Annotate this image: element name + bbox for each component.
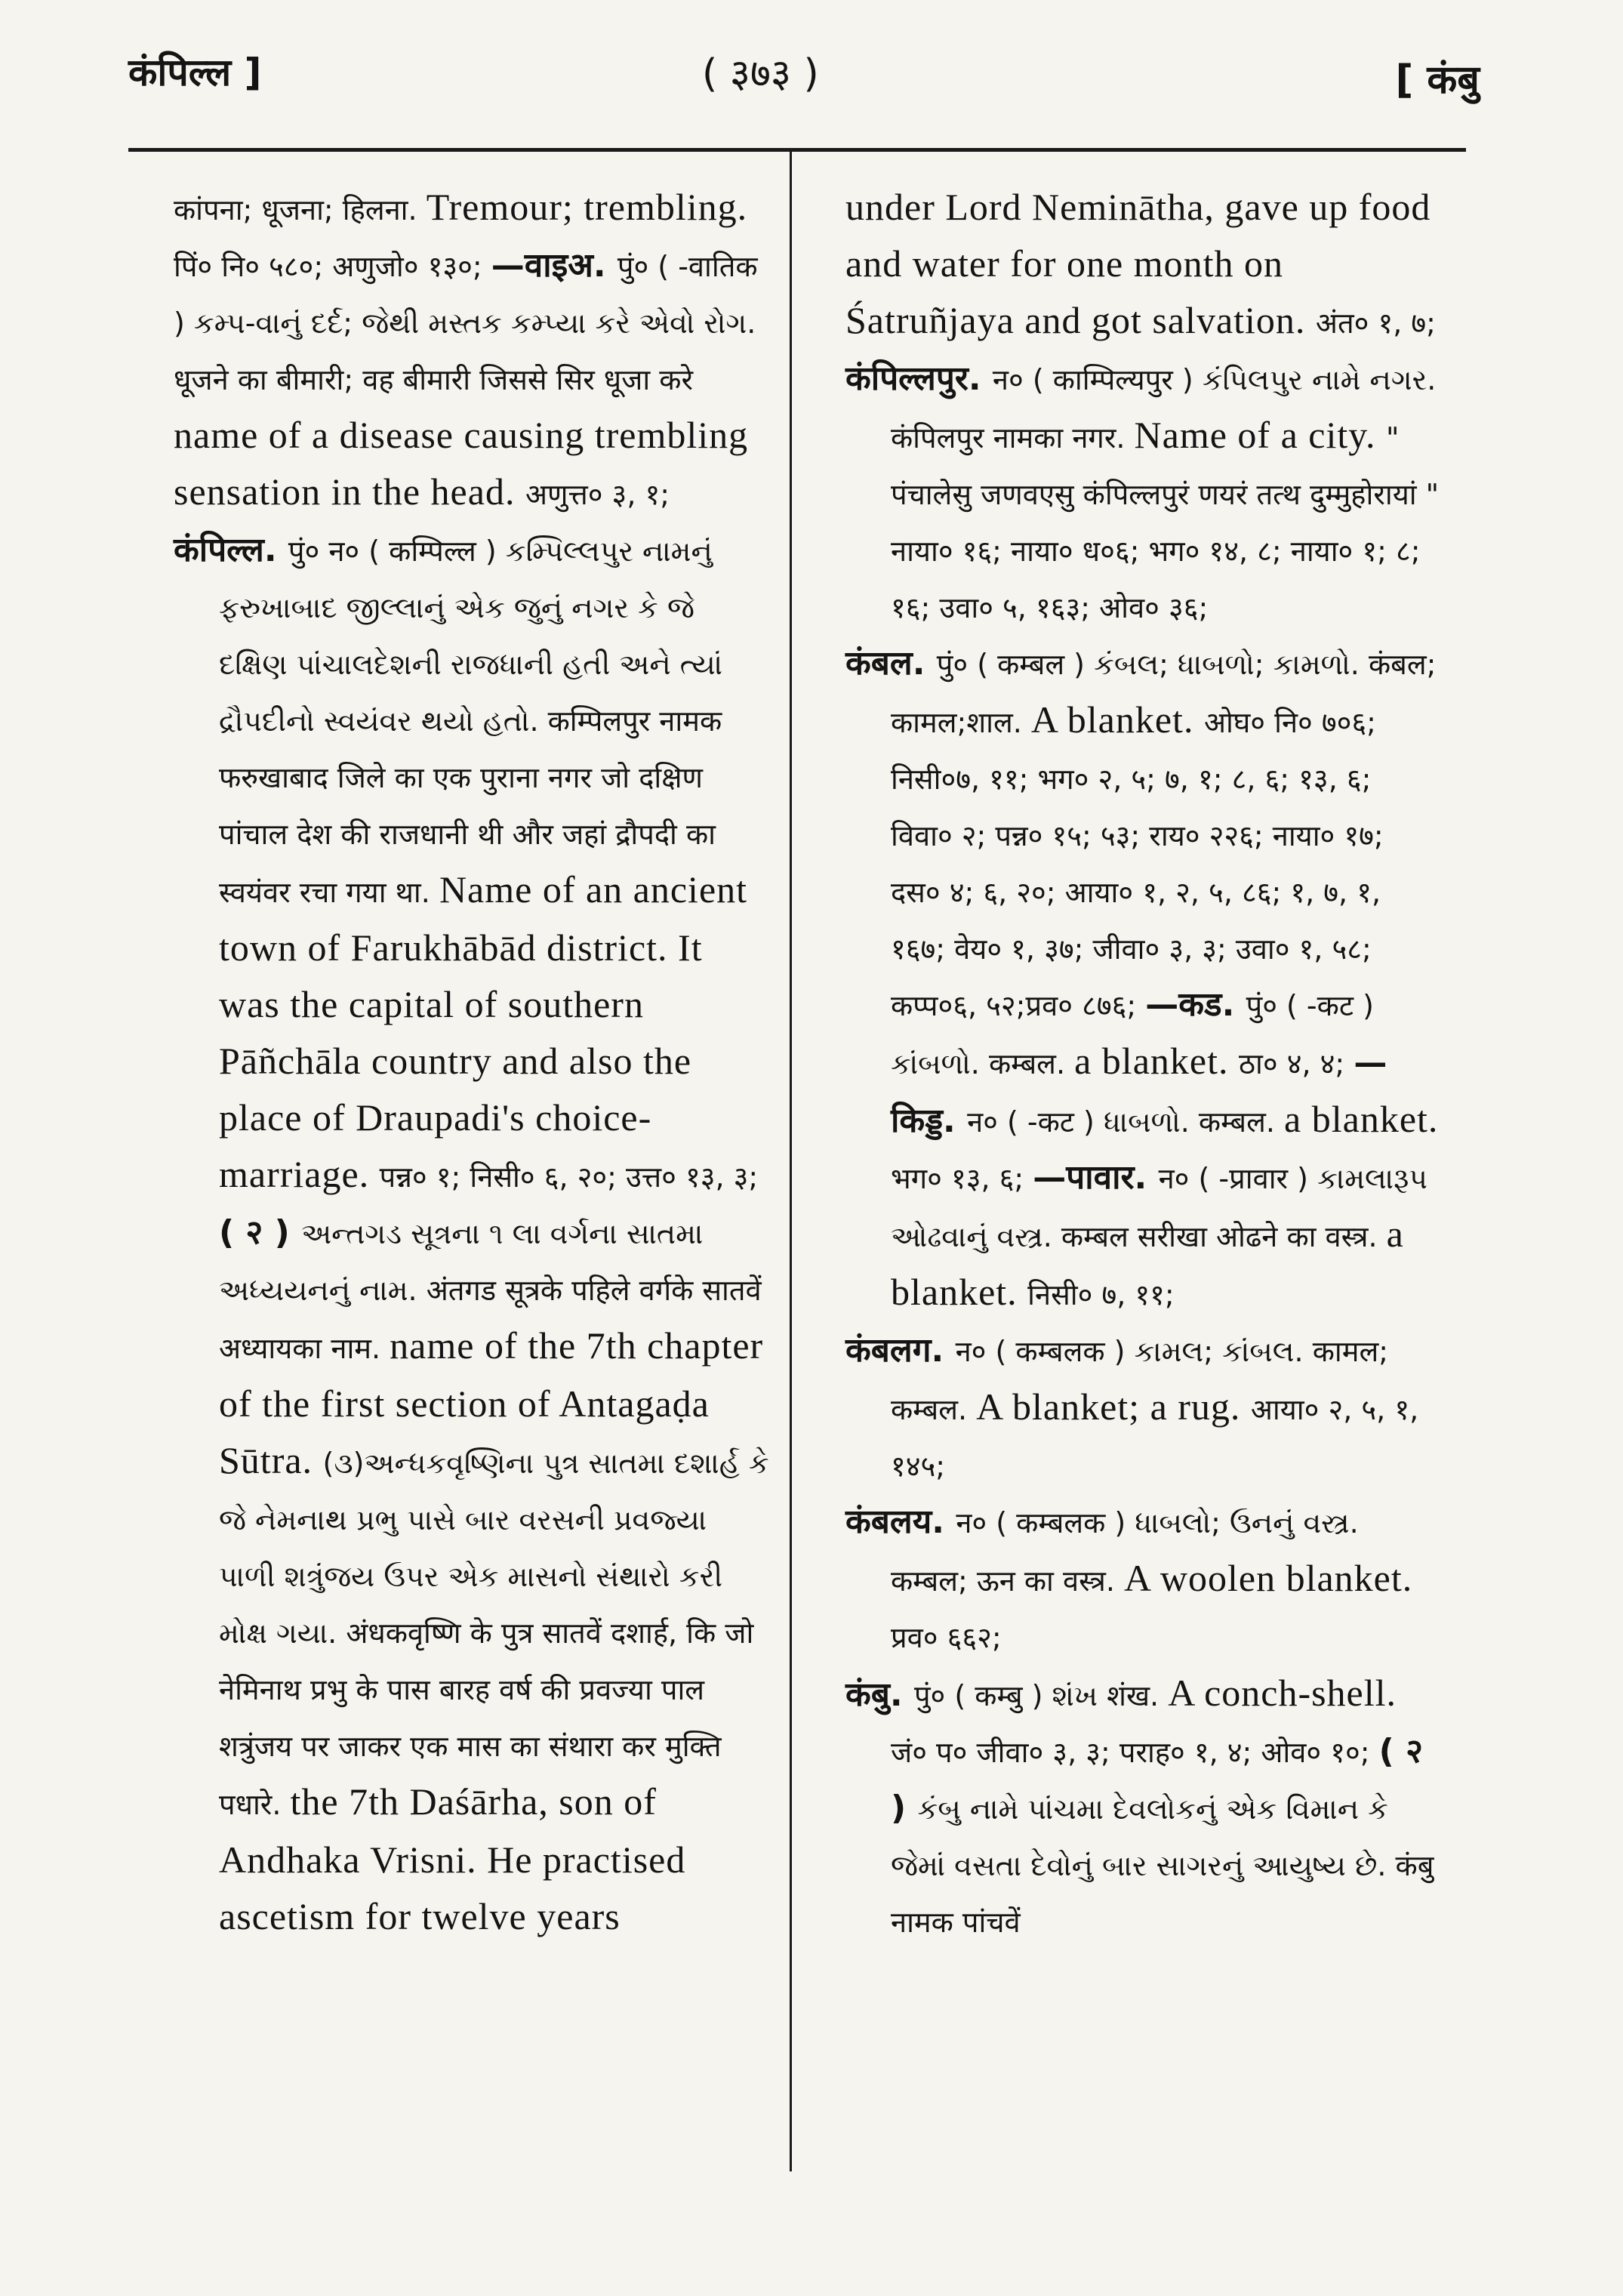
hindi-text: पन्न० १; निसी० ६, २०; उत्त० १३, ३; bbox=[379, 1160, 759, 1194]
headword: —वाइअ. bbox=[491, 246, 617, 285]
hindi-text: कम्बल सरीखा ओढने का वस्त्र. bbox=[1061, 1220, 1387, 1253]
headword: कंबल. bbox=[845, 644, 937, 683]
hindi-text: पुं० न० ( कम्पिल्ल ) bbox=[288, 535, 506, 568]
gujarati-text: કંબુ નામે પાંચમા દેવલોકનું એક વિમાન કે જેમાં વસતા દેવોનું બાર સાગરનું આયુષ્ય છે. bbox=[891, 1792, 1396, 1882]
hindi-text: भग० १३, ६; bbox=[891, 1162, 1033, 1195]
hindi-text: अंधकवृष्णि के पुत्र सातवें दशार्ह, कि जो नेमिनाथ प्रभु के पास बारह वर्ष की प्रवज्या पाल शत्रुंजय पर जाकर एक मास का संथारा कर मुक्ति पधारे. bbox=[219, 1616, 754, 1821]
hindi-text: न० ( -प्रावार ) bbox=[1158, 1162, 1318, 1195]
gujarati-text: ધાબલો; ઉનનું વસ્ત્ર. bbox=[1135, 1506, 1359, 1539]
left-column bbox=[174, 180, 770, 1946]
hindi-text: पुं० ( कम्बल ) bbox=[936, 648, 1095, 681]
page-header bbox=[128, 45, 1480, 106]
headword: कंबलग. bbox=[845, 1331, 956, 1370]
headword: —कड. bbox=[1145, 985, 1246, 1024]
hindi-text: प्रव० ६६२; bbox=[891, 1621, 1002, 1654]
hindi-text: कांपना; धूजना; हिलना. bbox=[174, 193, 427, 227]
entry-continuation bbox=[845, 180, 1442, 351]
hindi-text: ओघ० नि० ७०६; निसी०७, ११; भग० २, ५; ७, १; ८, ६; १३, ६; विवा० २; पन्न० १५; ५३; राय० २२६; नाया० १७; दस० ४; ६, २०; आया० १, २, ५, ८६; १, ७, १, १६७; वेय० १, ३७; जीवा० ३, ३; उवा० १, ५८; कप्प०६, ५२;प्रव० ८७६; bbox=[891, 706, 1384, 1022]
dictionary-entry bbox=[845, 1494, 1442, 1666]
english-text: name of a disease causing trembling sensation in the head. bbox=[174, 414, 749, 513]
hindi-text: अणुत्त० ३, १; bbox=[525, 478, 670, 511]
english-text: Name of an ancient town of Farukhābād district. It was the capital of southern Pāñchāla country and also the place of Draupadi's choice-marriage. bbox=[219, 868, 748, 1195]
gujarati-text: કામલારૂપ ઓઢવાનું વસ્ત્ર. bbox=[891, 1162, 1427, 1253]
headword: ( २ ) bbox=[219, 1213, 302, 1252]
headword: कंपिल्ल. bbox=[174, 531, 288, 569]
headword: कंबु. bbox=[845, 1675, 914, 1714]
english-text: a blanket. bbox=[1284, 1098, 1439, 1140]
gujarati-text: કંપિલપુર નામે નગર. bbox=[1202, 363, 1437, 396]
hindi-text: आया० २, ५, १, १४५; bbox=[891, 1393, 1419, 1483]
gujarati-text: કાંબળો. bbox=[891, 1047, 989, 1080]
hindi-text: कम्बल; ऊन का वस्त्र. bbox=[891, 1564, 1125, 1598]
hindi-text: शंख. bbox=[1107, 1679, 1169, 1712]
dictionary-entry bbox=[845, 1323, 1442, 1494]
hindi-text: न० ( -कट ) bbox=[967, 1105, 1104, 1139]
english-text: a blanket. bbox=[891, 1213, 1404, 1313]
hindi-text: अंत० १, ७; bbox=[1315, 307, 1436, 340]
hindi-text: कामल; कम्बल. bbox=[891, 1335, 1389, 1426]
hindi-text: न० ( काम्पिल्यपुर ) bbox=[992, 363, 1203, 396]
dictionary-entry bbox=[845, 351, 1442, 636]
entry-continuation bbox=[174, 180, 770, 522]
gujarati-text: કમ્પિલ્લપુર નામનું ફરુખાબાદ જીલ્લાનું એક જુનું નગર કે જે દક્ષિણ પાંચાલદેશની રાજધાની હતી અને ત્યાં દ્રૌપદીનો સ્વયંવર થયો હતો. bbox=[219, 535, 723, 738]
hindi-text: पुं० ( कम्बु ) bbox=[913, 1679, 1052, 1712]
dictionary-entry bbox=[845, 1666, 1442, 1950]
hindi-text: " पंचालेसु जणवएसु कंपिल्लपुरं णयरं तत्थ दुम्मुहोरायां " नाया० १६; नाया० ध०६; भग० १४, ८; नाया० १; ८; १६; उवा० ५, १६३; ओव० ३६; bbox=[891, 421, 1440, 624]
hindi-text: कंबु नामक पांचवें bbox=[891, 1849, 1434, 1939]
english-text: Name of a city. bbox=[1134, 414, 1386, 456]
dictionary-entry bbox=[174, 522, 770, 1946]
hindi-text: निसी० ७, ११; bbox=[1027, 1278, 1175, 1311]
english-text: the 7th Daśārha, son of Andhaka Vrisni. He practised ascetism for twelve years bbox=[219, 1780, 686, 1937]
hindi-text: पुं० ( -कट ) bbox=[1246, 989, 1374, 1022]
hindi-text: ठा० ४, ४; bbox=[1238, 1047, 1354, 1080]
column-divider bbox=[790, 148, 792, 2171]
gujarati-text: શંખ bbox=[1052, 1679, 1107, 1712]
gujarati-text: (૩)અન્ધકવૃષ્ણિના પુત્ર સાતમા દશાર્હ કે જે નેમનાથ પ્રભુ પાસે બાર વરસની પ્રવજ્યા પાળી શત્રુંજય ઉપર એક માસનો સંથારો કરી મોક્ષ ગયા. bbox=[219, 1447, 769, 1650]
header-rule bbox=[128, 148, 1466, 152]
gujarati-text: કમ્પ-વાનું દર્દ; જેથી મસ્તક કમ્પ્યા કરે એવો રોગ. bbox=[193, 307, 756, 340]
hindi-text: धूजने का बीमारी; वह बीमारी जिससे सिर धूजा करे bbox=[174, 363, 694, 396]
gujarati-text: ધાબળો. bbox=[1103, 1105, 1199, 1139]
english-text: under Lord Neminātha, gave up food and water for one month on Śatruñjaya and got salvation. bbox=[845, 186, 1431, 341]
hindi-text: कंपिलपुर नामका नगर. bbox=[891, 421, 1135, 455]
hindi-text: पिं० नि० ५८०; अणुजो० १३०; bbox=[174, 250, 491, 283]
right-column bbox=[845, 180, 1442, 1950]
headword: कंबलय. bbox=[845, 1502, 956, 1541]
english-text: A blanket. bbox=[1030, 698, 1204, 741]
gujarati-text: કામલ; કાંબલ. bbox=[1134, 1335, 1313, 1368]
hindi-text: जं० प० जीवा० ३, ३; पराह० १, ४; ओव० १०; bbox=[891, 1736, 1379, 1769]
header-right-guideword: [ कंबु bbox=[1395, 57, 1480, 103]
hindi-text: कम्बल. bbox=[1198, 1105, 1285, 1139]
page-number: ( ३७३ ) bbox=[702, 51, 819, 97]
english-text: A blanket; a rug. bbox=[976, 1385, 1251, 1428]
hindi-text: पुं० ( -वातिक ) bbox=[174, 250, 758, 340]
headword: ( २ ) bbox=[891, 1732, 1423, 1827]
english-text: Tremour; trembling. bbox=[426, 186, 748, 228]
hindi-text: कंबल; कामल;शाल. bbox=[891, 648, 1437, 739]
headword: —किड्ड. bbox=[891, 1043, 1387, 1140]
header-left-guideword: कंपिल्ल ] bbox=[128, 51, 262, 94]
hindi-text: अंतगड सूत्रके पहिले वर्गके सातवें अध्यायका नाम. bbox=[219, 1274, 762, 1365]
hindi-text: न० ( कम्बलक ) bbox=[956, 1506, 1135, 1539]
hindi-text: न० ( कम्बलक ) bbox=[955, 1335, 1135, 1368]
hindi-text: कम्बल. bbox=[988, 1047, 1075, 1080]
english-text: A woolen blanket. bbox=[1124, 1557, 1413, 1599]
headword: —पावार. bbox=[1033, 1158, 1159, 1197]
headword: कंपिल्लपुर. bbox=[845, 359, 993, 398]
english-text: A conch-shell. bbox=[1168, 1672, 1397, 1714]
english-text: a blanket. bbox=[1074, 1040, 1239, 1082]
gujarati-text: અન્તગડ સૂત્રના ૧ લા વર્ગના સાતમા અધ્યયનનું નામ. bbox=[219, 1217, 704, 1307]
dictionary-entry bbox=[845, 636, 1442, 1323]
english-text: name of the 7th chapter of the first section of Antagaḍa Sūtra. bbox=[219, 1324, 764, 1481]
hindi-text: कम्पिलपुर नामक फरुखाबाद जिले का एक पुराना नगर जो दक्षिण पांचाल देश की राजधानी थी और जहां द्रौपदी का स्वयंवर रचा गया था. bbox=[219, 704, 722, 909]
gujarati-text: કંબલ; ધાબળો; કામળો. bbox=[1094, 648, 1369, 681]
